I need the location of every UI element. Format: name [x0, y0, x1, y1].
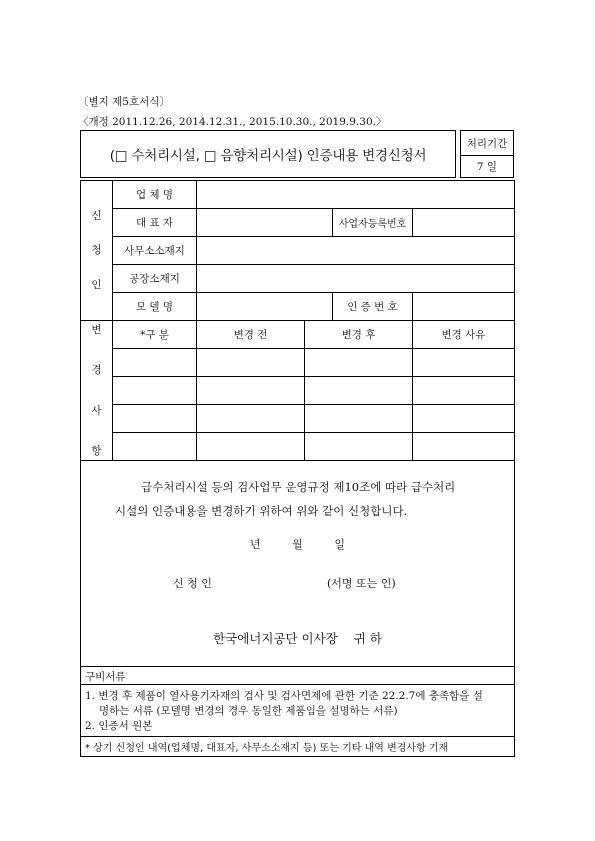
cert-number-label: 인 증 번 호	[333, 293, 413, 321]
declaration-line-2: 시설의 인증내용을 변경하기 위하여 위와 같이 신청합니다.	[115, 504, 408, 518]
applicant-label: 신 청 인	[173, 577, 212, 590]
form-number: 〔별지 제5호서식〕	[78, 96, 170, 108]
company-name-field[interactable]	[197, 181, 515, 209]
change-cell[interactable]	[113, 377, 197, 405]
change-header-category: *구 분	[113, 321, 197, 349]
recipient-honorific: 귀 하	[353, 631, 382, 646]
change-cell[interactable]	[197, 433, 305, 461]
representative-label: 대 표 자	[113, 209, 197, 237]
recipient-line	[81, 629, 514, 647]
revision-history: 〈개정 2011.12.26, 2014.12.31., 2015.10.30., 2019.9.30.〉	[78, 116, 387, 128]
declaration-section	[81, 461, 515, 667]
factory-address-field[interactable]	[197, 265, 515, 293]
document-item-1: 1. 변경 후 제품이 열사용기자재의 검사 및 검사면제에 관한 기준 22.2.7에 충족함을 설	[85, 690, 483, 702]
required-documents-header: 구비서류	[81, 667, 514, 685]
change-side-label: 변 경 사 항	[81, 321, 113, 461]
change-cell[interactable]	[113, 433, 197, 461]
change-cell[interactable]	[413, 405, 515, 433]
change-cell[interactable]	[197, 405, 305, 433]
change-cell[interactable]	[197, 377, 305, 405]
change-header-after: 변경 후	[305, 321, 413, 349]
processing-period-value: 7 일	[476, 160, 498, 173]
date-day-label: 일	[334, 538, 345, 551]
representative-field[interactable]	[197, 209, 333, 237]
change-cell[interactable]	[113, 349, 197, 377]
documents-note: * 상기 신청인 내역(업체명, 대표자, 사무소소재지 등) 또는 기타 내역 변경사항 기재	[81, 736, 514, 756]
declaration-line-1: 급수처리시설 등의 검사업무 운영규정 제10조에 따라 급수처리	[141, 480, 456, 494]
change-cell[interactable]	[113, 405, 197, 433]
change-cell[interactable]	[413, 433, 515, 461]
change-cell[interactable]	[305, 377, 413, 405]
change-cell[interactable]	[305, 433, 413, 461]
cert-number-field[interactable]	[413, 293, 515, 321]
processing-period-box	[460, 130, 514, 178]
factory-address-label: 공장소재지	[113, 265, 197, 293]
date-year-label: 년	[250, 538, 261, 551]
change-cell[interactable]	[305, 405, 413, 433]
change-header-before: 변경 전	[197, 321, 305, 349]
date-month-label: 월	[292, 538, 303, 551]
business-number-field[interactable]	[413, 209, 515, 237]
document-item-2: 2. 인증서 원본	[85, 720, 153, 732]
recipient-name: 한국에너지공단 이사장	[213, 631, 338, 646]
form-title: (□ 수처리시설, □ 음향처리시설) 인증내용 변경신청서	[80, 130, 456, 178]
change-cell[interactable]	[413, 349, 515, 377]
application-form-table	[80, 180, 515, 757]
signature-label: (서명 또는 인)	[327, 577, 396, 590]
change-cell[interactable]	[413, 377, 515, 405]
declaration-text	[115, 475, 455, 523]
applicant-side-label: 신 청 인	[81, 181, 113, 321]
office-address-field[interactable]	[197, 237, 515, 265]
model-name-label: 모 델 명	[113, 293, 197, 321]
change-cell[interactable]	[197, 349, 305, 377]
processing-period-label: 처리기간	[461, 131, 513, 156]
model-name-field[interactable]	[197, 293, 333, 321]
document-item-1-continued: 명하는 서류 (모델명 변경의 경우 동일한 제품임을 설명하는 서류)	[99, 705, 398, 717]
date-line	[81, 536, 514, 552]
required-documents-section	[81, 667, 515, 757]
company-name-label: 업 체 명	[113, 181, 197, 209]
business-number-label: 사업자등록번호	[333, 209, 413, 237]
change-cell[interactable]	[305, 349, 413, 377]
required-documents-list	[81, 685, 514, 736]
change-header-reason: 변경 사유	[413, 321, 515, 349]
office-address-label: 사무소소재지	[113, 237, 197, 265]
